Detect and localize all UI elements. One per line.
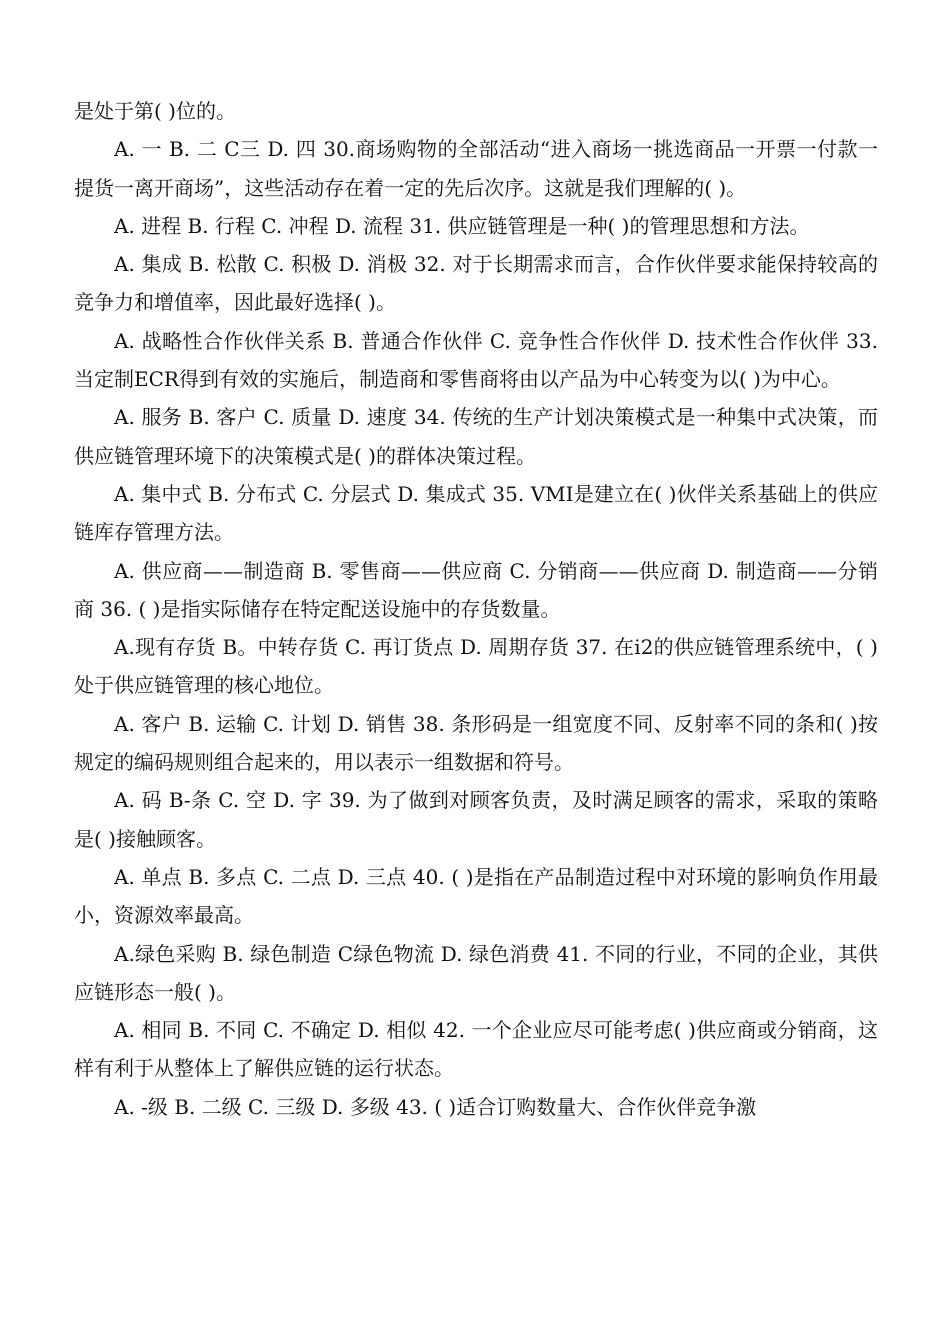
paragraph: A. 供应商——制造商 B. 零售商——供应商 C. 分销商——供应商 D. 制造商——分销商 36. ( )是指实际储存在特定配送设施中的存货数量。	[74, 558, 878, 621]
paragraph: A. 相同 B. 不同 C. 不确定 D. 相似 42. 一个企业应尽可能考虑( )供应商或分销商，这样有利于从整体上了解供应链的运行状态。	[74, 1018, 878, 1081]
paragraph: A.绿色采购 B. 绿色制造 C绿色物流 D. 绿色消费 41. 不同的行业，不同的企业，其供应链形态一般( )。	[74, 941, 878, 1004]
paragraph: A. 集成 B. 松散 C. 积极 D. 消极 32. 对于长期需求而言，合作伙伴要求能保持较高的竞争力和增值率，因此最好选择( )。	[74, 252, 878, 315]
paragraph: A. 一 B. 二 C三 D. 四 30.商场购物的全部活动“进入商场一挑选商品一开票一付款一提货一离开商场”，这些活动存在着一定的先后次序。这就是我们理解的( )。	[74, 137, 878, 200]
document-page	[74, 92, 878, 1126]
paragraph: A. 服务 B. 客户 C. 质量 D. 速度 34. 传统的生产计划决策模式是一种集中式决策，而供应链管理环境下的决策模式是( )的群体决策过程。	[74, 405, 878, 468]
paragraph: 是处于第( )位的。	[74, 99, 236, 123]
paragraph: A. 进程 B. 行程 C. 冲程 D. 流程 31. 供应链管理是一种( )的管理思想和方法。	[114, 213, 810, 238]
paragraph: A. 单点 B. 多点 C. 二点 D. 三点 40. ( )是指在产品制造过程中对环境的影响负作用最小，资源效率最高。	[74, 864, 878, 928]
paragraph: A. 战略性合作伙伴关系 B. 普通合作伙伴 C. 竞争性合作伙伴 D. 技术性合作伙伴 33. 当定制ECR得到有效的实施后，制造商和零售商将由以产品为中心转变为以( )为中心。	[74, 328, 878, 392]
paragraph: A. 码 B-条 C. 空 D. 字 39. 为了做到对顾客负责，及时满足顾客的需求，采取的策略是( )接触顾客。	[74, 788, 878, 851]
paragraph: A. 集中式 B. 分布式 C. 分层式 D. 集成式 35. VMI是建立在( )伙伴关系基础上的供应链库存管理方法。	[74, 481, 878, 545]
paragraph: A. -级 B. 二级 C. 三级 D. 多级 43. ( )适合订购数量大、合作伙伴竞争激	[114, 1094, 757, 1119]
paragraph: A.现有存货 B。中转存货 C. 再订货点 D. 周期存货 37. 在i2的供应链管理系统中，( )处于供应链管理的核心地位。	[74, 635, 878, 698]
paragraph: A. 客户 B. 运输 C. 计划 D. 销售 38. 条形码是一组宽度不同、反射率不同的条和( )按规定的编码规则组合起来的，用以表示一组数据和符号。	[74, 711, 878, 775]
